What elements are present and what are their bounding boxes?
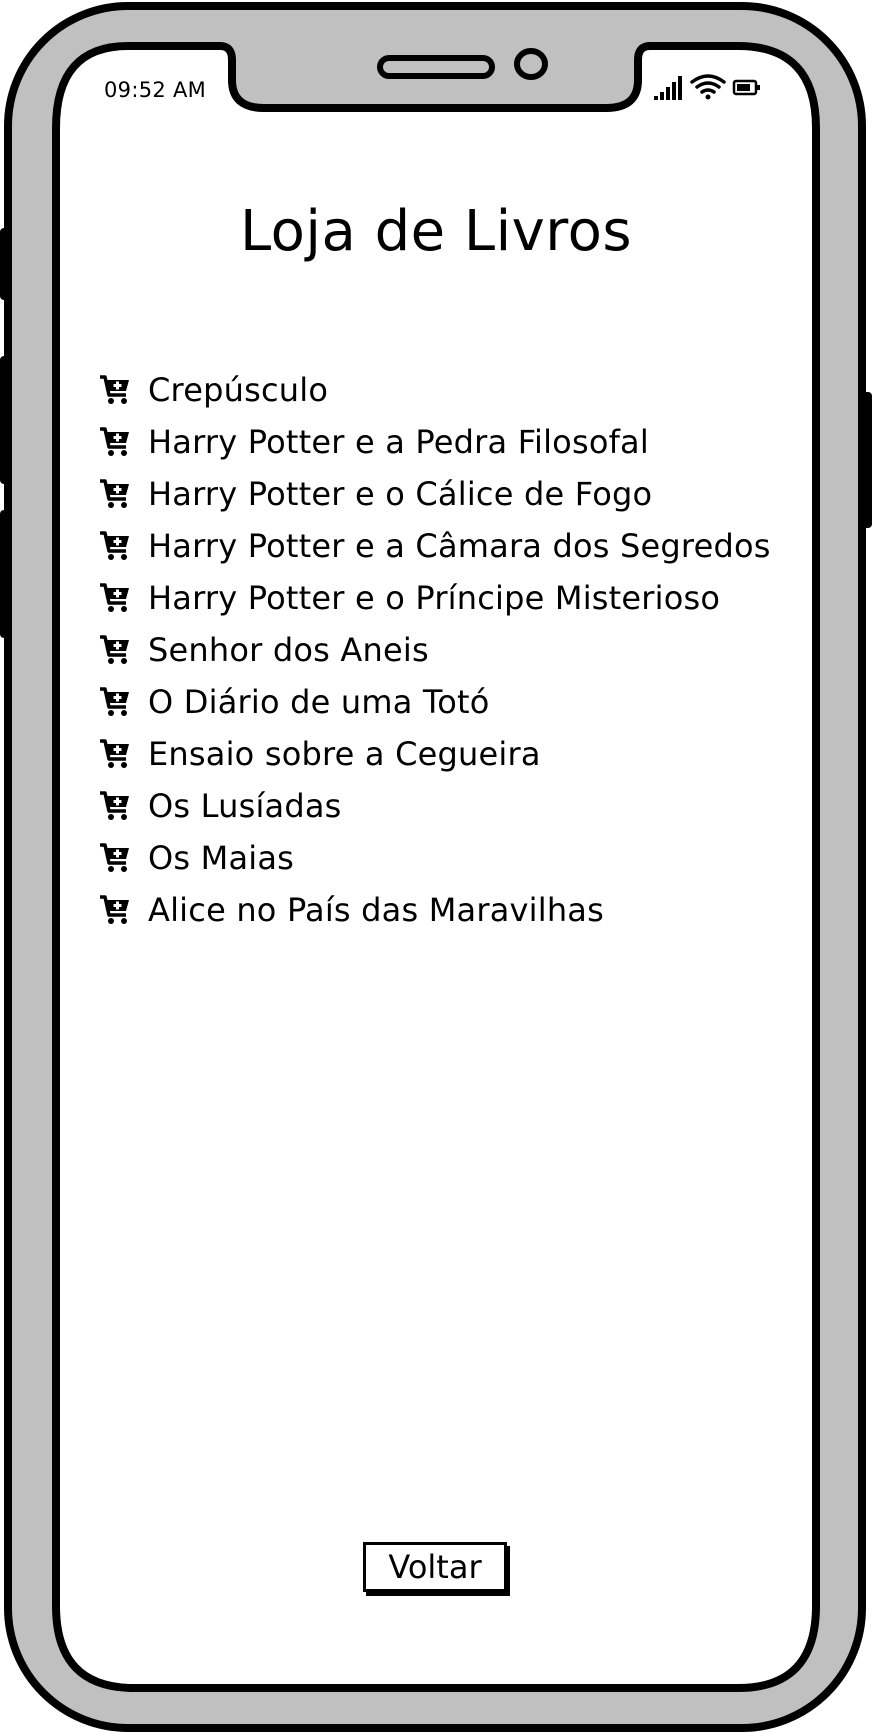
cart-plus-icon[interactable] — [96, 735, 134, 773]
cart-plus-icon[interactable] — [96, 579, 134, 617]
book-title: Crepúsculo — [148, 371, 329, 409]
book-list-item[interactable] — [96, 364, 796, 416]
back-button[interactable]: Voltar — [363, 1542, 507, 1592]
book-list-item[interactable] — [96, 468, 796, 520]
book-title: Harry Potter e o Príncipe Misterioso — [148, 579, 721, 617]
book-title: O Diário de uma Totó — [148, 683, 490, 721]
book-title: Harry Potter e o Cálice de Fogo — [148, 475, 653, 513]
cart-plus-icon[interactable] — [96, 423, 134, 461]
book-list-item[interactable] — [96, 780, 796, 832]
cart-plus-icon[interactable] — [96, 891, 134, 929]
book-list-item[interactable] — [96, 624, 796, 676]
book-list-item[interactable] — [96, 520, 796, 572]
book-title: Senhor dos Aneis — [148, 631, 429, 669]
cart-plus-icon[interactable] — [96, 683, 134, 721]
cart-plus-icon[interactable] — [96, 527, 134, 565]
book-list — [96, 364, 796, 936]
book-list-item[interactable] — [96, 572, 796, 624]
book-title: Harry Potter e a Câmara dos Segredos — [148, 527, 771, 565]
signal-icon — [654, 76, 682, 100]
book-list-item[interactable] — [96, 728, 796, 780]
cart-plus-icon[interactable] — [96, 839, 134, 877]
book-list-item[interactable] — [96, 832, 796, 884]
book-title: Os Lusíadas — [148, 787, 342, 825]
cart-plus-icon[interactable] — [96, 475, 134, 513]
cart-plus-icon[interactable] — [96, 371, 134, 409]
cart-plus-icon[interactable] — [96, 787, 134, 825]
book-list-item[interactable] — [96, 884, 796, 936]
book-title: Os Maias — [148, 839, 295, 877]
wifi-icon — [692, 76, 724, 100]
page-title: Loja de Livros — [239, 199, 633, 264]
book-title: Harry Potter e a Pedra Filosofal — [148, 423, 649, 461]
status-icons — [652, 72, 764, 104]
book-list-item[interactable] — [96, 676, 796, 728]
book-list-item[interactable] — [96, 416, 796, 468]
book-title: Alice no País das Maravilhas — [148, 891, 604, 929]
book-title: Ensaio sobre a Cegueira — [148, 735, 541, 773]
battery-icon — [734, 81, 760, 94]
cart-plus-icon[interactable] — [96, 631, 134, 669]
status-time: 09:52 AM — [104, 78, 207, 102]
